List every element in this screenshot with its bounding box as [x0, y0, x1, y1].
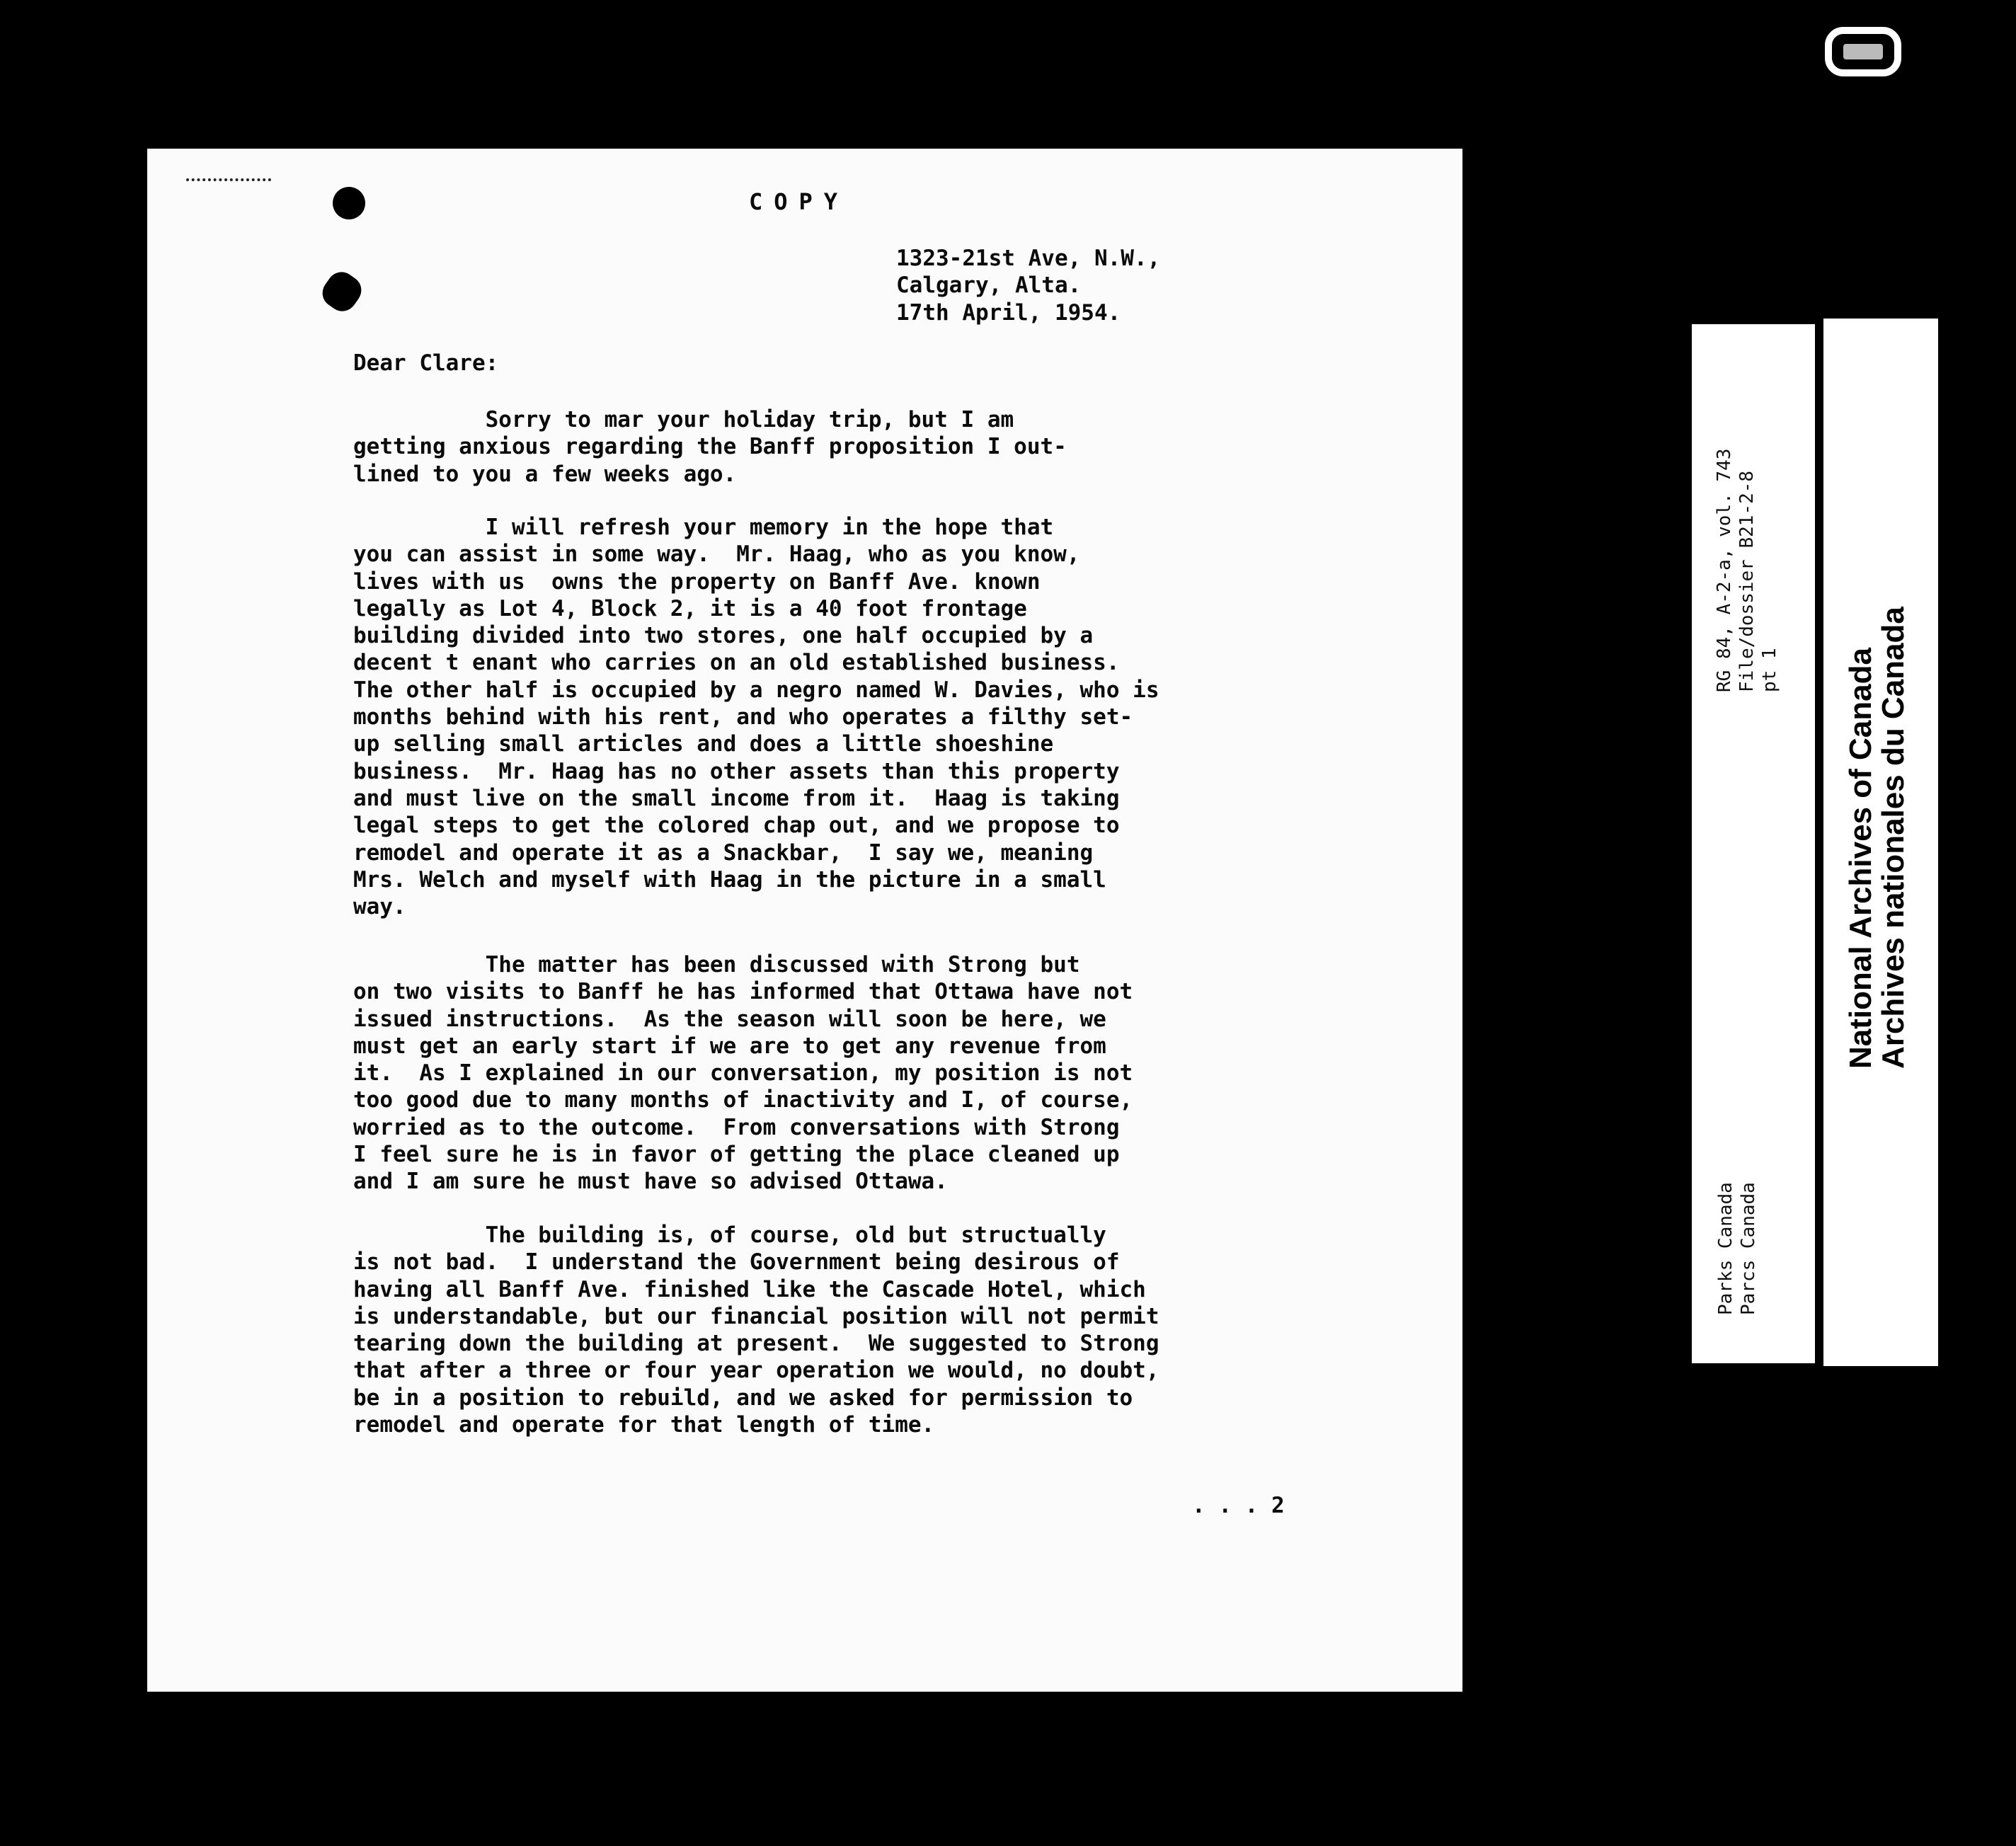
page-continuation: . . . 2	[1192, 1493, 1285, 1518]
salutation: Dear Clare:	[353, 350, 499, 376]
institution-block	[1845, 607, 1910, 1069]
department-block	[1714, 1182, 1760, 1315]
archive-reference-label	[1692, 324, 1815, 1363]
punch-hole	[317, 266, 367, 316]
film-frame-marker	[1825, 27, 1901, 76]
letter-paragraph: The matter has been discussed with Strong but on two visits to Banff he has informed that Ottawa have not issued instructions. As the season will soon be here, we must get an early start if we are to get any revenue from it. As I explained in our conversation, my position is not too good due to many months of inactivity and I, of course, worried as to the outcome. From conversations with Strong I feel sure he is in favor of getting the place cleaned up and I am sure he must have so advised Ottawa.	[353, 952, 1133, 1195]
letter-paragraph: I will refresh your memory in the hope that you can assist in some way. Mr. Haag, who as you know, lives with us owns the property on Banff Ave. known legally as Lot 4, Block 2, it is a 40 foot frontage building divided into two stores, one half occupied by a decent t enant who carries on an old established business. The other half is occupied by a negro named W. Davies, who is months behind with his rent, and who operates a filthy set- up selling small articles and does a little shoeshine business. Mr. Haag has no other assets than this property and must live on the small income from it. Haag is taking legal steps to get the colored chap out, and we propose to remodel and operate it as a Snackbar, I say we, meaning Mrs. Welch and myself with Haag in the picture in a small way.	[353, 515, 1159, 920]
letter-page	[147, 149, 1462, 1692]
reference-line: pt 1	[1759, 648, 1780, 692]
copy-heading: COPY	[749, 188, 849, 215]
archive-institution-label	[1823, 319, 1938, 1366]
punch-hole	[333, 187, 365, 219]
sender-address	[896, 245, 1160, 326]
pencil-mark	[186, 178, 271, 190]
institution-line: Archives nationales du Canada	[1876, 607, 1911, 1069]
letter-paragraph: Sorry to mar your holiday trip, but I am getting anxious regarding the Banff proposition I out- lined to you a few weeks ago.	[353, 407, 1067, 487]
department-line: Parcs Canada	[1738, 1182, 1759, 1315]
letter-paragraph: The building is, of course, old but structually is not bad. I understand the Government being desirous of having all Banff Ave. finished like the Cascade Hotel, which is understandable, but our financial position will not permit tearing down the building at present. We suggested to Strong that after a three or four year operation we would, no doubt, be in a position to rebuild, and we asked for permission to remodel and operate for that length of time.	[353, 1222, 1159, 1438]
letter-date: 17th April, 1954.	[896, 299, 1121, 326]
address-line: Calgary, Alta.	[896, 273, 1082, 299]
reference-line: File/dossier B21-2-8	[1736, 470, 1758, 692]
address-line: 1323-21st Ave, N.W.,	[896, 246, 1161, 271]
reference-line: RG 84, A-2-a, vol. 743	[1714, 448, 1735, 692]
department-line: Parks Canada	[1715, 1182, 1736, 1315]
reference-block	[1713, 449, 1781, 692]
institution-line: National Archives of Canada	[1843, 648, 1878, 1069]
